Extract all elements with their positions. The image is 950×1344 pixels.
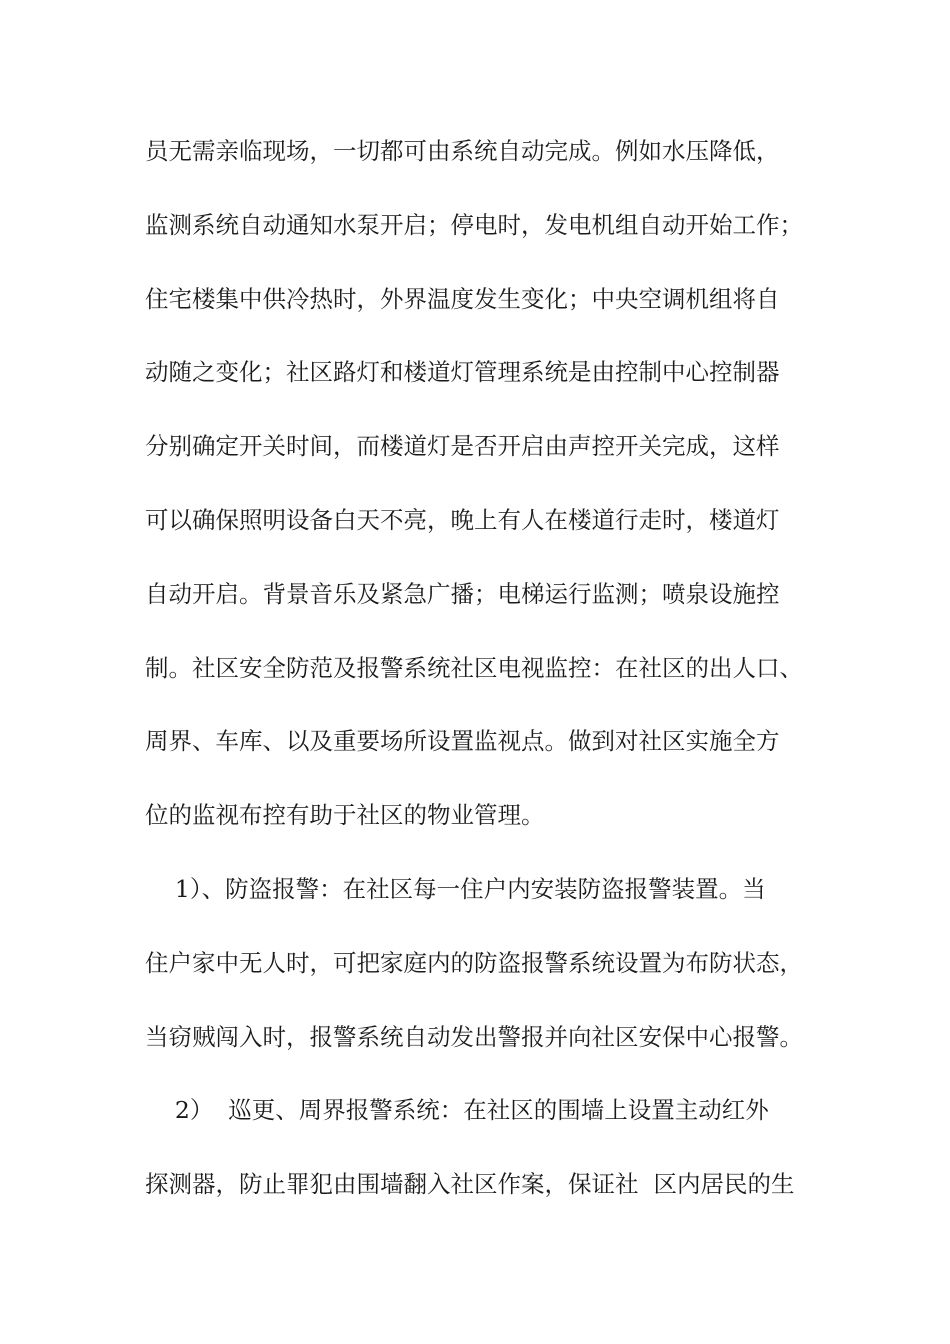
text-line: 探测器，防止罪犯由围墙翻入社区作案，保证社 区内居民的生 — [145, 1170, 795, 1199]
text-line: 住宅楼集中供冷热时，外界温度发生变化；中央空调机组将自 — [145, 284, 780, 313]
text-line: 分别确定开关时间，而楼道灯是否开启由声控开关完成，这样 — [145, 432, 780, 461]
text-line: 当窃贼闯入时，报警系统自动发出警报并向社区安保中心报警。 — [145, 1022, 803, 1051]
text-line: 监测系统自动通知水泵开启；停电时，发电机组自动开始工作； — [145, 210, 803, 239]
paragraph-2-start: 2） 巡更、周界报警系统：在社区的围墙上设置主动红外 — [145, 1096, 769, 1125]
text-line: 位的监视布控有助于社区的物业管理。 — [145, 801, 545, 830]
text-line: 自动开启。背景音乐及紧急广播；电梯运行监测；喷泉设施控 — [145, 579, 780, 608]
text-line: 周界、车库、以及重要场所设置监视点。做到对社区实施全方 — [145, 727, 780, 756]
text-line: 动随之变化；社区路灯和楼道灯管理系统是由控制中心控制器 — [145, 358, 780, 387]
body-text — [145, 128, 825, 1235]
text-line: 员无需亲临现场，一切都可由系统自动完成。例如水压降低， — [145, 137, 780, 165]
paragraph-1-start: 1）、防盗报警：在社区每一住户内安装防盗报警装置。当 — [145, 874, 766, 903]
text-line: 制。社区安全防范及报警系统社区电视监控：在社区的出人口、 — [145, 653, 803, 682]
text-line: 可以确保照明设备白天不亮，晚上有人在楼道行走时，楼道灯 — [145, 505, 780, 534]
text-line: 住户家中无人时，可把家庭内的防盗报警系统设置为布防状态， — [145, 948, 803, 977]
